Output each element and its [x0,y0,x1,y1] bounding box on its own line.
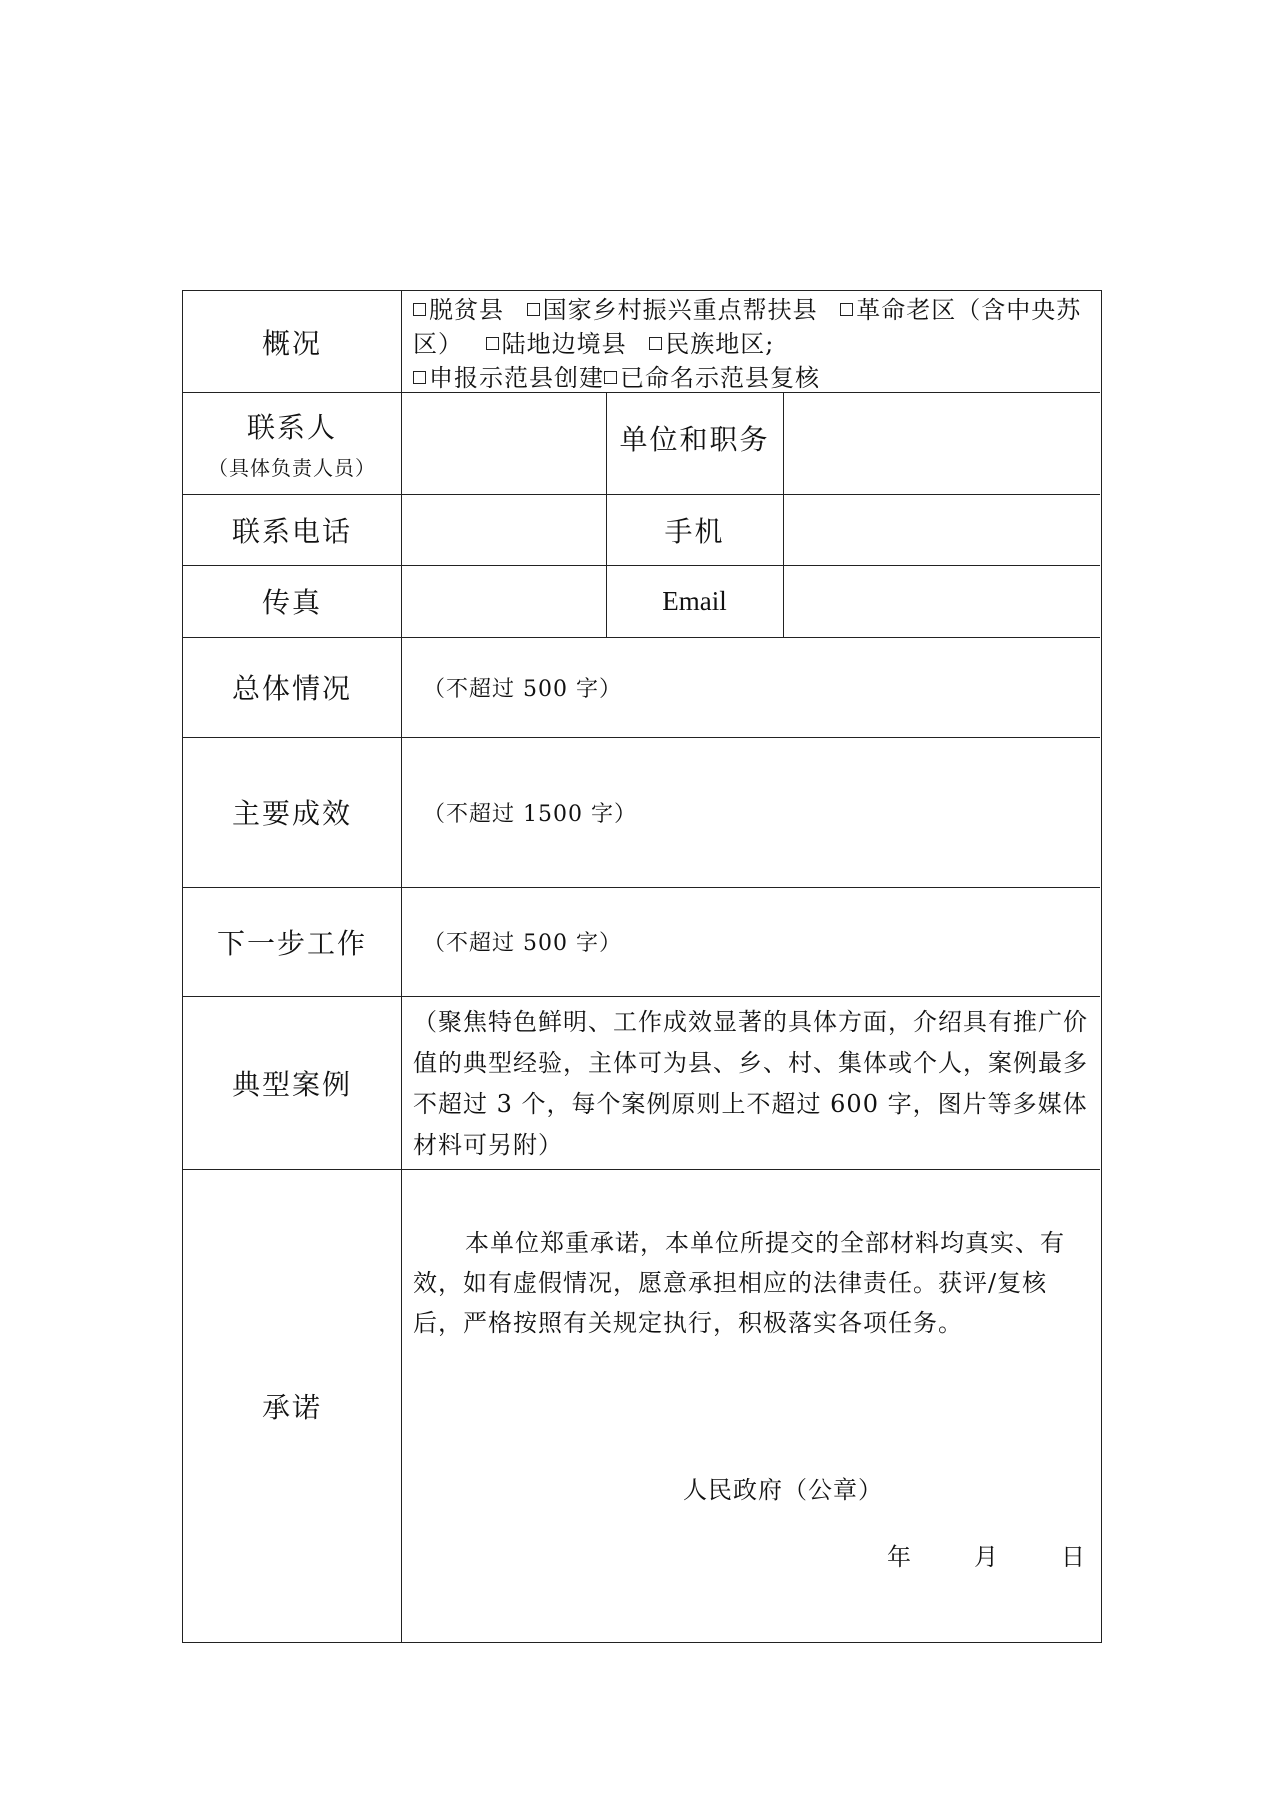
overall-hint: （不超过 500 字） [423,676,622,702]
option-label: 革命老区（含中央苏区） [413,296,1082,358]
cases-hint: （聚焦特色鲜明、工作成效显著的具体方面，介绍具有推广价值的典型经验，主体可为县、乡、村、集体或个人，案例最多不超过 3 个，每个案例原则上不超过 600 字，图片等多媒体材料可另附） [413,1008,1088,1159]
option-label: 国家乡村振兴重点帮扶县 [542,296,818,324]
checkbox-revitalization-county[interactable] [527,303,540,316]
phone-field[interactable] [401,494,606,565]
pledge-label: 承诺 [261,1390,322,1424]
email-label: Email [662,585,727,616]
mobile-field[interactable] [783,494,1100,565]
next-steps-field[interactable] [401,887,1100,996]
option-label: 陆地边境县 [501,330,627,358]
year-label: 年 [887,1543,912,1571]
results-hint: （不超过 1500 字） [423,801,637,827]
contact-sub-label: （具体负责人员） [208,455,376,480]
checkbox-apply-demo[interactable] [413,371,426,384]
day-label: 日 [1061,1543,1086,1571]
pledge-section [401,1169,1100,1642]
results-field[interactable] [401,737,1100,887]
seal-label: 人民政府（公章） [683,1476,883,1504]
phone-label: 联系电话 [231,514,352,548]
overview-options [401,291,1100,392]
date-line [887,1537,1086,1577]
next-steps-hint: （不超过 500 字） [423,931,622,956]
contact-label: 联系人 （具体负责人员） [208,410,376,480]
pledge-text: 本单位郑重承诺，本单位所提交的全部材料均真实、有效，如有虚假情况，愿意承担相应的法律责任。获评/复核后，严格按照有关规定执行，积极落实各项任务。 [413,1229,1065,1337]
option-label: 申报示范县创建 [429,364,604,392]
fax-label: 传真 [261,586,322,619]
mobile-label: 手机 [664,514,725,548]
checkbox-ethnic-area[interactable] [649,337,662,350]
checkbox-poverty-county[interactable] [413,303,426,316]
unit-position-label: 单位和职务 [619,423,770,456]
application-form [182,290,1102,1643]
next-steps-label: 下一步工作 [216,926,367,960]
email-field[interactable] [783,565,1100,637]
overview-label: 概况 [261,326,322,360]
fax-field[interactable] [401,565,606,637]
option-label: 民族地区; [665,330,775,358]
unit-position-field[interactable] [783,392,1100,494]
option-label: 脱贫县 [429,296,504,324]
contact-field[interactable] [401,392,606,494]
results-label: 主要成效 [231,797,352,830]
option-label: 已命名示范县复核 [620,364,820,392]
month-label: 月 [974,1543,999,1571]
cases-field[interactable] [401,996,1100,1169]
checkbox-review-demo[interactable] [604,371,617,384]
cases-label: 典型案例 [231,1067,352,1101]
overall-field[interactable] [401,637,1100,737]
checkbox-border-county[interactable] [486,337,499,350]
overall-label: 总体情况 [231,672,352,705]
checkbox-revolutionary-area[interactable] [840,303,853,316]
